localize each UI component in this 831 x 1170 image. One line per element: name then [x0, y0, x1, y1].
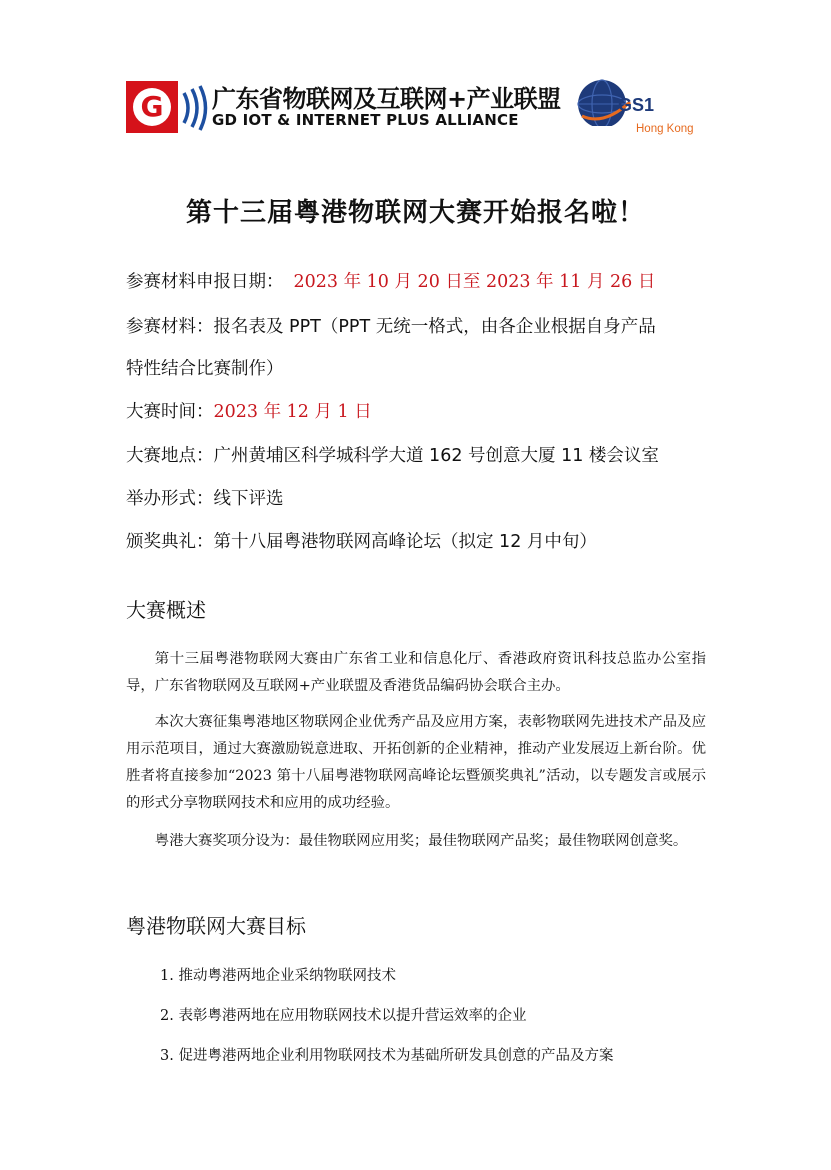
g-logo-letter: G	[140, 90, 164, 123]
goal-item-2: 2. 表彰粤港两地在应用物联网技术以提升营运效率的企业	[160, 1008, 527, 1024]
overview-paragraph-3: 粤港大赛奖项分设为：最佳物联网应用奖；最佳物联网产品奖；最佳物联网创意奖。	[154, 833, 688, 849]
gd-logo-english-name: GD IOT & INTERNET PLUS ALLIANCE	[212, 111, 519, 129]
signal-waves-icon	[178, 85, 212, 131]
contest-format: 举办形式：线下评选	[126, 489, 284, 509]
submission-date-label: 参赛材料申报日期：	[126, 272, 284, 292]
goal-item-3: 3. 促进粤港两地企业利用物联网技术为基础所研发具创意的产品及方案	[160, 1048, 614, 1064]
gd-logo-chinese-name: 广东省物联网及互联网+产业联盟	[212, 85, 561, 113]
g-logo-mark	[126, 81, 178, 133]
gs1-hong-kong-logo	[574, 78, 714, 138]
submission-date-row	[126, 269, 655, 296]
contest-time-row	[126, 399, 372, 426]
contest-time-value: 2023 年 12 月 1 日	[213, 402, 372, 422]
materials-line-1: 参赛材料：报名表及 PPT（PPT 无统一格式，由各企业根据自身产品	[126, 317, 656, 337]
overview-heading: 大赛概述	[126, 598, 206, 622]
page-title: 第十三届粤港物联网大赛开始报名啦！	[185, 198, 645, 228]
award-ceremony: 颁奖典礼：第十八届粤港物联网高峰论坛（拟定 12 月中旬）	[126, 532, 597, 552]
goals-heading: 粤港物联网大赛目标	[126, 914, 306, 938]
overview-paragraph-2: 本次大赛征集粤港地区物联网企业优秀产品及应用方案，表彰物联网先进技术产品及应用示范项目，通过大赛激励锐意进取、开拓创新的企业精神，推动产业发展迈上新台阶。优胜者将直接参加“2023 第十八届粤港物联网高峰论坛暨颁奖典礼”活动，以专题发言或展示的形式分享物联网技术和应用的成功经验。	[126, 714, 706, 811]
contest-time-label: 大赛时间：	[126, 402, 214, 422]
gd-iot-alliance-logo	[126, 73, 561, 137]
gs1-logo-region: Hong Kong	[636, 123, 694, 135]
goal-item-1: 1. 推动粤港两地企业采纳物联网技术	[160, 968, 396, 984]
gs1-globe-icon	[574, 78, 714, 126]
overview-paragraph-1: 第十三届粤港物联网大赛由广东省工业和信息化厅、香港政府资讯科技总监办公室指导，广东省物联网及互联网+产业联盟及香港货品编码协会联合主办。	[126, 651, 706, 694]
submission-date-value: 2023 年 10 月 20 日至 2023 年 11 月 26 日	[293, 272, 656, 292]
gs1-logo-text: GS1	[618, 95, 655, 115]
contest-venue: 大赛地点：广州黄埔区科学城科学大道 162 号创意大厦 11 楼会议室	[126, 446, 659, 466]
materials-line-2: 特性结合比赛制作）	[126, 359, 284, 379]
